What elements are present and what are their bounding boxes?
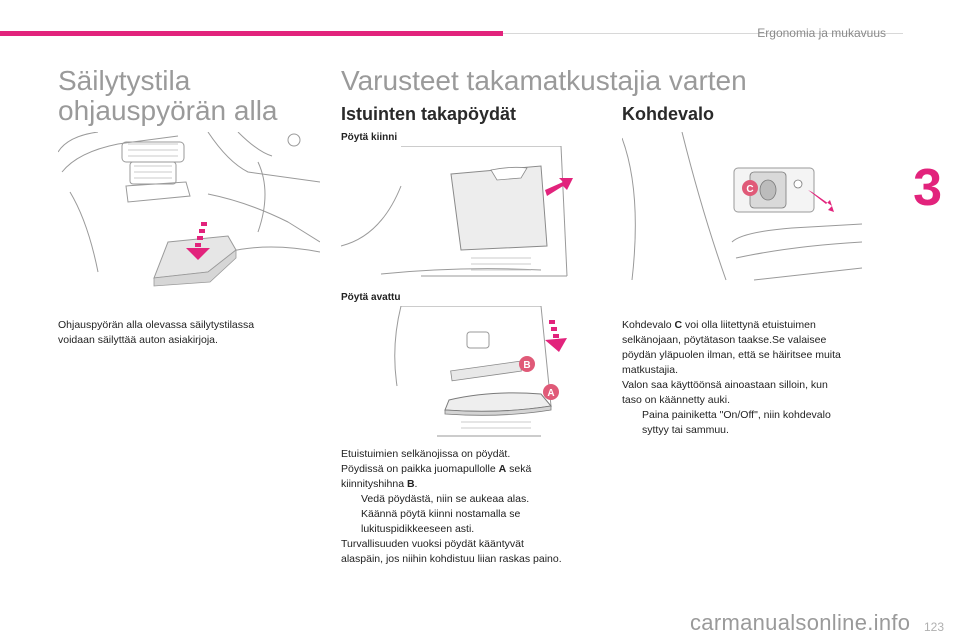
callout-a-label: A (547, 388, 555, 399)
chapter-number: 3 (913, 159, 942, 217)
storage-title-line1: Säilytystila (58, 65, 191, 96)
table-closed-label: Pöytä kiinni (341, 132, 398, 143)
watermark: carmanualsonline.info (690, 610, 911, 635)
spotlight-text: Kohdevalo C voi olla liitettynä etuistuimen selkänojaan, pöytätason taakse.Se valaisee pöydän yläpuolen ilman, että se häiritsee muita matkustajia. Valon saa käyttöönsä ainoastaan silloin, kun taso on käännetty auki. Paina painiketta "On/Off", niin kohdevalo syttyy tai sammuu. (622, 319, 841, 436)
seatback-tables-heading: Istuinten takapöydät (341, 104, 517, 124)
table-open-illustration (341, 306, 603, 440)
header-accent-bar (0, 31, 503, 36)
spotlight-illustration (622, 132, 884, 282)
table-closed-illustration (341, 146, 603, 280)
seatback-tables-text: Etuistuimien selkänojissa on pöydät. Pöydissä on paikka juomapullolle A sekä kiinnityshihna B. Vedä pöydästä, niin se aukeaa alas. Käännä pöytä kiinni nostamalla se lukituspidikkeeseen asti. Turvallisuuden vuoksi pöydät kääntyvät alaspäin, jos niihin kohdistuu liian raskas paino. (341, 448, 562, 565)
page-number: 123 (923, 620, 944, 634)
callout-b-label: B (523, 360, 531, 371)
table-open-label: Pöytä avattu (341, 292, 401, 303)
storage-title-line2: ohjauspyörän alla (58, 95, 278, 126)
storage-text: Ohjauspyörän alla olevassa säilytystilassa voidaan säilyttää auton asiakirjoja. (58, 319, 255, 346)
section-title: Ergonomia ja mukavuus (757, 26, 886, 40)
rear-passenger-title: Varusteet takamatkustajia varten (341, 65, 747, 96)
callout-c-label: C (746, 184, 754, 195)
under-steering-storage-illustration (58, 132, 320, 308)
spotlight-heading: Kohdevalo (622, 104, 715, 124)
